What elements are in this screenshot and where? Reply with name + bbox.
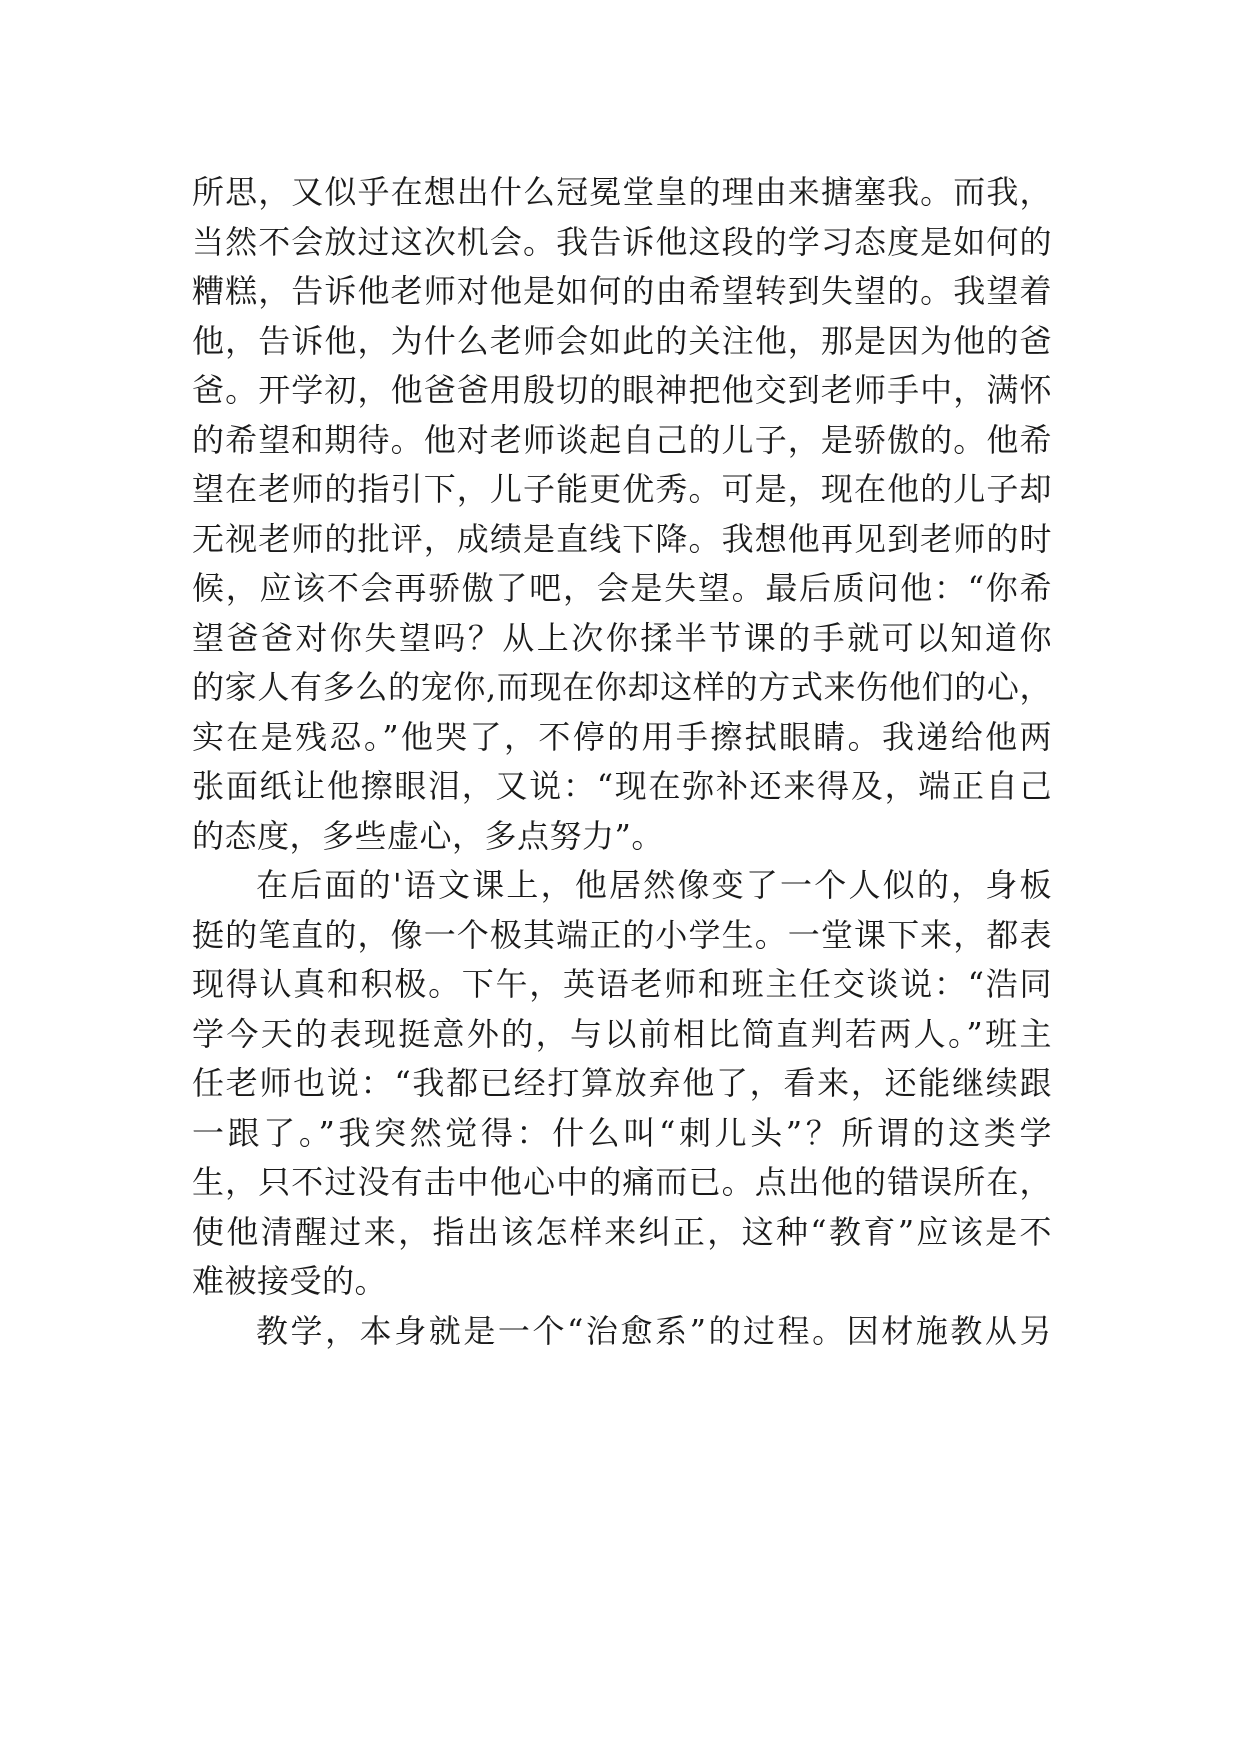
text-line: 糟糕，告诉他老师对他是如何的由希望转到失望的。我望着: [192, 272, 1052, 310]
text-line: 爸。开学初，他爸爸用殷切的眼神把他交到老师手中，满怀: [192, 371, 1052, 409]
text-line: 张面纸让他擦眼泪，又说：“现在弥补还来得及，端正自己: [192, 767, 1052, 805]
text-line: 实在是残忍。”他哭了，不停的用手擦拭眼睛。我递给他两: [192, 717, 1052, 756]
paragraph-2: [192, 861, 1052, 1307]
text-line: 望爸爸对你失望吗？从上次你揉半节课的手就可以知道你: [192, 618, 1052, 657]
text-line: 的态度，多些虚心，多点努力”。: [192, 816, 664, 855]
text-line: 任老师也说：“我都已经打算放弃他了，看来，还能继续跟: [192, 1064, 1052, 1102]
text-line: 无视老师的批评，成绩是直线下降。我想他再见到老师的时: [192, 519, 1052, 558]
text-line: 挺的笔直的，像一个极其端正的小学生。一堂课下来，都表: [192, 915, 1052, 954]
text-line: 一跟了。”我突然觉得：什么叫“刺儿头”？所谓的这类学: [192, 1113, 1052, 1152]
text-line: 的家人有多么的宠你,而现在你却这样的方式来伤他们的心，: [192, 668, 1052, 706]
text-line: 的希望和期待。他对老师谈起自己的儿子，是骄傲的。他希: [192, 420, 1052, 459]
text-line: 学今天的表现挺意外的，与以前相比简直判若两人。”班主: [192, 1014, 1052, 1053]
text-line: 教学，本身就是一个“治愈系”的过程。因材施教从另: [256, 1311, 1052, 1350]
text-line: 当然不会放过这次机会。我告诉他这段的学习态度是如何的: [192, 222, 1052, 261]
text-line: 难被接受的。: [192, 1262, 388, 1300]
text-line: 生，只不过没有击中他心中的痛而已。点出他的错误所在，: [192, 1163, 1052, 1201]
text-line: 望在老师的指引下，儿子能更优秀。可是，现在他的儿子却: [192, 470, 1052, 508]
text-line: 在后面的'语文课上，他居然像变了一个人似的，身板: [256, 866, 1052, 904]
text-line: 使他清醒过来，指出该怎样来纠正，这种“教育”应该是不: [192, 1212, 1052, 1251]
text-line: 所思，又似乎在想出什么冠冕堂皇的理由来搪塞我。而我，: [192, 173, 1052, 211]
text-line: 他，告诉他，为什么老师会如此的关注他，那是因为他的爸: [192, 321, 1052, 360]
paragraph-3: [192, 1307, 1052, 1357]
text-line: 候，应该不会再骄傲了吧，会是失望。最后质问他：“你希: [192, 569, 1052, 607]
document-body: [192, 168, 1052, 1356]
paragraph-1: [192, 168, 1052, 861]
text-line: 现得认真和积极。下午，英语老师和班主任交谈说：“浩同: [192, 965, 1052, 1003]
